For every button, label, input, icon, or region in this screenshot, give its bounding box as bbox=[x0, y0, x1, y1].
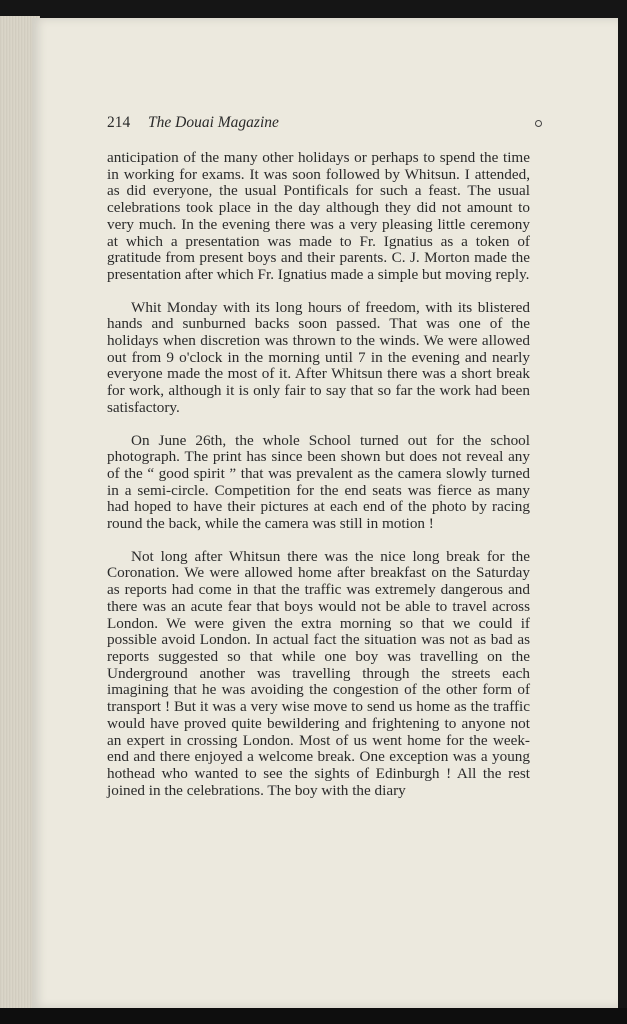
paragraph-whitsun: anticipation of the many other holidays or perhaps to spend the time in working for exams. It was soon followed by Whitsun. I attended, as did everyone, the usual Pontificals for such a feast. The usual celebrations took place in the day although they did not amount to very much. In the evening there was a very pleasing little ceremony at which a presentation was made to Fr. Ignatius as a token of gratitude from present boys and their parents. C. J. Morton made the presentation after which Fr. Ignatius made a simple but moving reply. bbox=[107, 149, 530, 283]
page-number: 214 bbox=[107, 114, 131, 131]
scan-bottom-edge bbox=[0, 1008, 627, 1024]
paragraph-whit-monday: Whit Monday with its long hours of freedom, with its blistered hands and sunburned backs soon passed. That was one of the holidays when discretion was thrown to the winds. We were allowed out from 9 o'clock in the morning until 7 in the evening and nearly everyone made the most of it. After Whitsun there was a short break for work, although it is only fair to say that so far the work had been satisfactory. bbox=[107, 298, 530, 416]
paragraph-school-photograph: On June 26th, the whole School turned out for the school photograph. The print has since been shown but does not reveal any of the “ good spirit ” that was prevalent as the camera slowly turned in a semi-circle. Competition for the end seats was fierce as many had hoped to have their pictures at each end of the photo by racing round the back, while the camera was still in motion ! bbox=[107, 431, 530, 533]
scan-blemish bbox=[535, 120, 542, 127]
running-title: The Douai Magazine bbox=[148, 114, 279, 131]
body-text bbox=[107, 150, 530, 799]
paragraph-coronation: Not long after Whitsun there was the nice long break for the Coronation. We were allowed home after breakfast on the Saturday as reports had come in that the traffic was extremely dangerous and there was an acute fear that boys would not be able to travel across London. We were given the extra morning so that we could if possible avoid London. In actual fact the situation was not as bad as reports suggested so that while one boy was travelling on the Underground another was travelling through the streets each imagining that he was avoiding the congestion of the other form of transport ! But it was a very wise move to send us home as the traffic would have proved quite bewildering and frightening to anyone not an expert in crossing London. Most of us went home for the week-end and there enjoyed a welcome break. One exception was a young hothead who wanted to see the sights of Edinburgh ! All the rest joined in the celebrations. The boy with the diary bbox=[107, 547, 530, 799]
running-header bbox=[107, 114, 537, 136]
